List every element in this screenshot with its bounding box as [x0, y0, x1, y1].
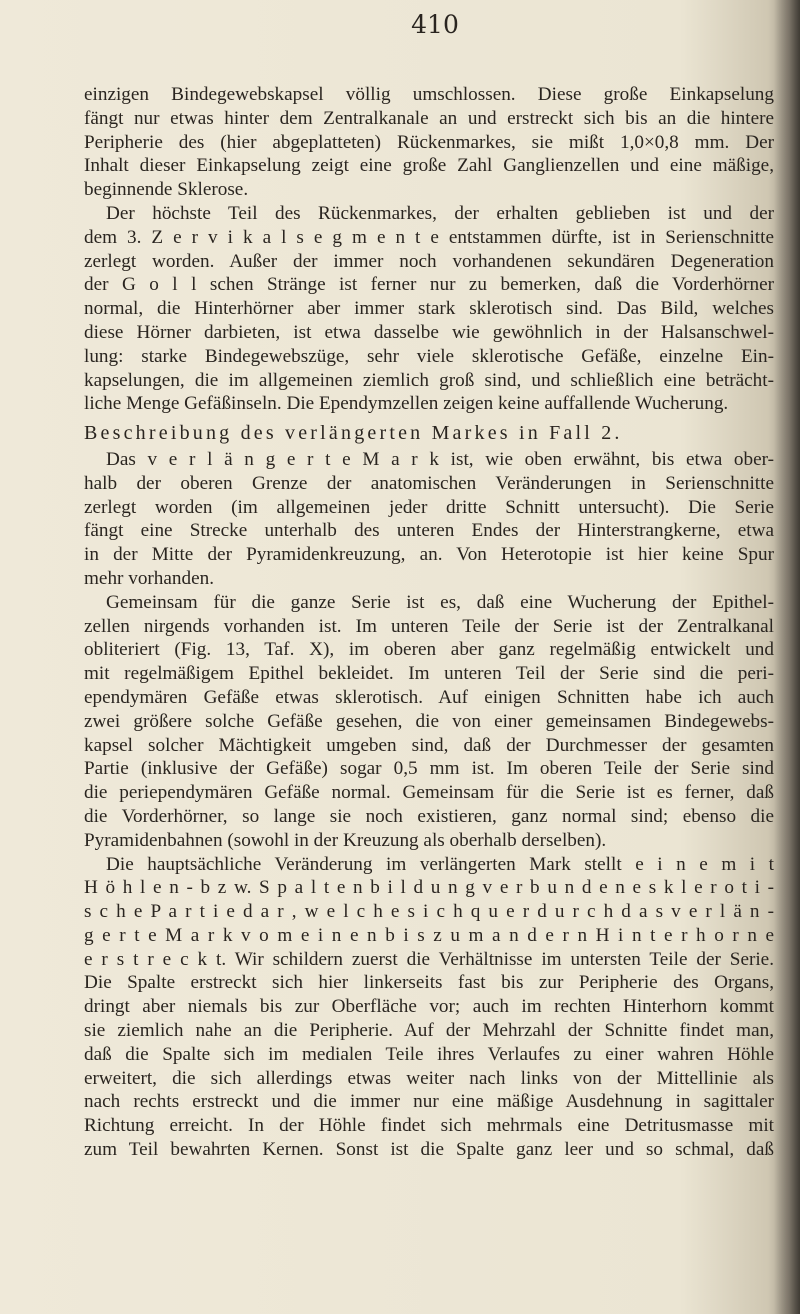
text-line: nach rechts erstreckt und die immer nur eine mäßige Ausdehnung in sagittaler [84, 1091, 774, 1113]
page-number: 410 [411, 10, 459, 39]
text-line: ependymären Gefäße etwas sklerotisch. Auf einigen Schnitten habe ich auch [84, 686, 774, 708]
text-line: einzigen Bindegewebskapsel völlig umschlossen. Diese große Einkapselung [84, 84, 774, 105]
text-line: Die hauptsächliche Veränderung im verlängerten Mark stellt e i n e m i t [106, 853, 774, 875]
body-text [84, 83, 774, 1162]
text-line: fängt eine Strecke unterhalb des unteren Endes der Hinterstrangkerne, etwa [84, 520, 774, 542]
text-line: e r s t r e c k t. Wir schildern zuerst die Verhältnisse im untersten Teile der Serie. [84, 948, 774, 970]
text-line: zum Teil bewahrten Kernen. Sonst ist die Spalte ganz leer und so schmal, daß [84, 1139, 774, 1161]
text-line: mit regelmäßigem Epithel bekleidet. Im unteren Teil der Serie sind die peri- [84, 663, 774, 685]
page-edge-shadow [774, 0, 800, 1314]
text-line: mehr vorhanden. [84, 567, 215, 589]
text-line: erweitert, die sich allerdings etwas weiter nach links von der Mittellinie als [84, 1067, 774, 1089]
text-line: zerlegt worden. Außer der immer noch vorhandenen sekundären Degeneration [84, 250, 774, 272]
text-line: Gemeinsam für die ganze Serie ist es, daß eine Wucherung der Epithel- [106, 591, 774, 613]
text-line: Das v e r l ä n g e r t e M a r k ist, wie oben erwähnt, bis etwa ober- [106, 448, 774, 470]
text-line: g e r t e M a r k v o m e i n e n b i s z u m a n d e r n H i n t e r h o r n e [84, 924, 774, 946]
text-line: Richtung erreicht. In der Höhle findet sich mehrmals eine Detritusmasse mit [84, 1115, 774, 1137]
text-line: zerlegt worden (im allgemeinen jeder dritte Schnitt untersucht). Die Serie [84, 496, 774, 518]
text-line: H ö h l e n - b z w. S p a l t e n b i l d u n g v e r b u n d e n e s k l e r o t i - [84, 877, 774, 899]
text-line: fängt nur etwas hinter dem Zentralkanale an und erstreckt sich bis an die hintere [84, 107, 774, 129]
text-line: Peripherie des (hier abgeplatteten) Rückenmarkes, sie mißt 1,0×0,8 mm. Der [84, 131, 774, 153]
text-line: halb der oberen Grenze der anatomischen Veränderungen in Serienschnitte [84, 472, 774, 494]
text-line: s c h e P a r t i e d a r , w e l c h e s i c h q u e r d u r c h d a s v e r l ä n - [84, 901, 774, 923]
text-line: kapsel solcher Mächtigkeit umgeben sind, daß der Durchmesser der gesamten [84, 734, 774, 756]
text-line: normal, die Hinterhörner aber immer stark sklerotisch sind. Das Bild, welches [84, 298, 774, 320]
text-line: Pyramidenbahnen (sowohl in der Kreuzung als oberhalb derselben). [84, 829, 607, 851]
text-line: liche Menge Gefäßinseln. Die Ependymzellen zeigen keine auffallende Wucherung. [84, 393, 729, 415]
text-line: Der höchste Teil des Rückenmarkes, der erhalten geblieben ist und der [106, 202, 774, 224]
text-line: obliteriert (Fig. 13, Taf. X), im oberen aber ganz regelmäßig entwickelt und [84, 639, 774, 661]
text-line: sie ziemlich nahe an die Peripherie. Auf der Mehrzahl der Schnitte findet man, [84, 1020, 774, 1042]
text-line: die periependymären Gefäße normal. Gemeinsam für die Serie ist es ferner, daß [84, 782, 774, 804]
text-line: Die Spalte erstreckt sich hier linkerseits fast bis zur Peripherie des Organs, [84, 972, 774, 994]
text-line: diese Hörner darbieten, ist etwa dasselbe wie gewöhnlich in der Halsanschwel- [84, 321, 774, 343]
text-line: beginnende Sklerose. [84, 179, 249, 201]
text-line: kapselungen, die im allgemeinen ziemlich groß sind, und schließlich eine beträcht- [84, 369, 774, 391]
text-line: lung: starke Bindegewebszüge, sehr viele sklerotische Gefäße, einzelne Ein- [84, 345, 774, 367]
text-line: daß die Spalte sich im medialen Teile ihres Verlaufes zu einer wahren Höhle [84, 1043, 774, 1065]
text-line: dem 3. Z e r v i k a l s e g m e n t e entstammen dürfte, ist in Serienschnitte [84, 226, 774, 248]
text-line: dringt aber niemals bis zur Oberfläche vor; auch im rechten Hinterhorn kommt [84, 996, 774, 1018]
text-line: der G o l l schen Stränge ist ferner nur zu bemerken, daß die Vorderhörner [84, 274, 774, 296]
text-line: die Vorderhörner, so lange sie noch existieren, ganz normal sind; ebenso die [84, 805, 774, 827]
text-line: zellen nirgends vorhanden ist. Im unteren Teile der Serie ist der Zentralkanal [84, 615, 774, 637]
section-heading: Beschreibung des verlängerten Markes in Fall 2. [84, 422, 623, 445]
text-line: Inhalt dieser Einkapselung zeigt eine große Zahl Ganglienzellen und eine mäßige, [84, 155, 774, 177]
text-line: zwei größere solche Gefäße gesehen, die von einer gemeinsamen Bindegewebs- [84, 710, 774, 732]
text-line: in der Mitte der Pyramidenkreuzung, an. Von Heterotopie ist hier keine Spur [84, 544, 774, 566]
text-line: Partie (inklusive der Gefäße) sogar 0,5 mm ist. Im oberen Teile der Serie sind [84, 758, 774, 780]
